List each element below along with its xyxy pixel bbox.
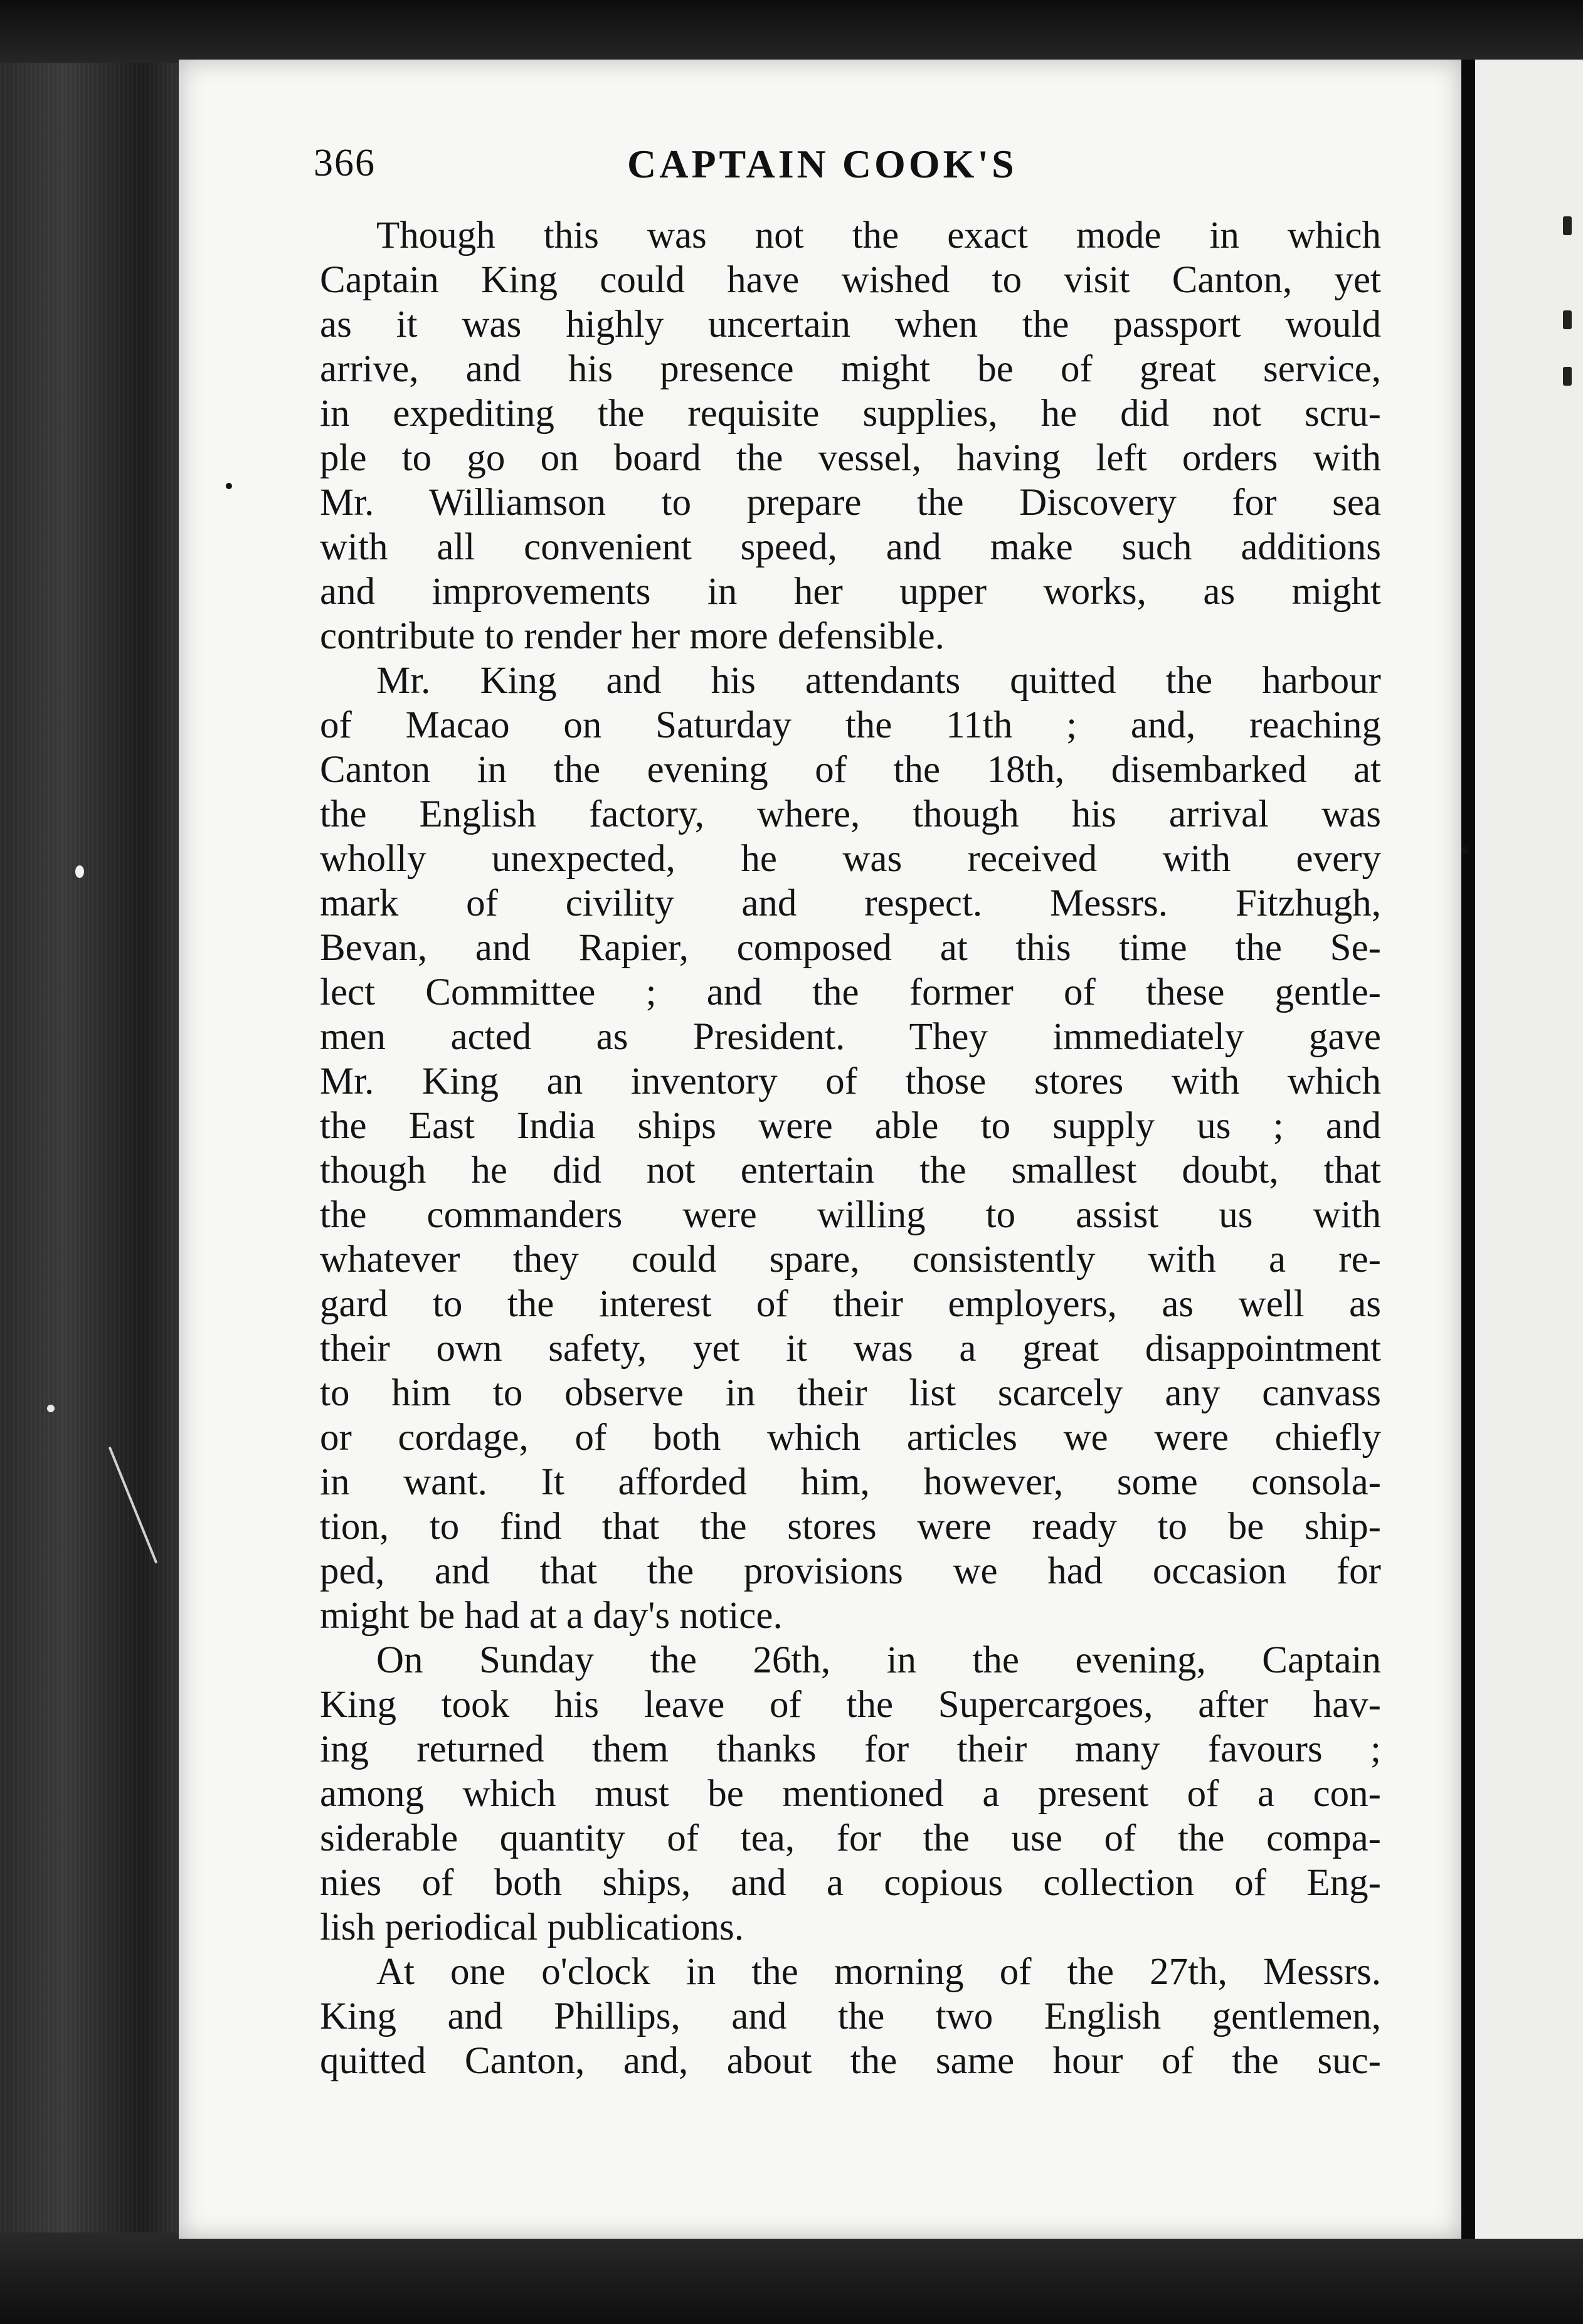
scan-speck	[1461, 847, 1469, 854]
text-line: Mr. King and his attendants quitted the harbour	[376, 660, 1381, 702]
text-line: nies of both ships, and a copious collection of Eng-	[320, 1862, 1381, 1904]
text-line: Mr. King an inventory of those stores with which	[320, 1060, 1381, 1102]
text-line: men acted as President. They immediately gave	[320, 1016, 1381, 1058]
text-line: King took his leave of the Supercargoes, after hav-	[320, 1684, 1381, 1726]
text-line: wholly unexpected, he was received with every	[320, 838, 1381, 880]
text-line: the commanders were willing to assist us with	[320, 1194, 1381, 1236]
text-line: ing returned them thanks for their many favours ;	[320, 1728, 1381, 1770]
text-line: Captain King could have wished to visit Canton, yet	[320, 259, 1381, 301]
text-line: whatever they could spare, consistently with a re-	[320, 1239, 1381, 1281]
text-line: the East India ships were able to supply us ; and	[320, 1105, 1381, 1147]
text-line: gard to the interest of their employers, as well as	[320, 1283, 1381, 1325]
page-number: 366	[314, 142, 376, 184]
running-title: CAPTAIN COOK'S	[627, 142, 1017, 186]
scan-speck	[75, 865, 84, 878]
facing-page-letter-fragment	[1563, 367, 1572, 386]
text-line: to him to observe in their list scarcely any canvass	[320, 1372, 1381, 1414]
scan-top-border	[0, 0, 1583, 63]
scan-speck	[226, 483, 232, 489]
text-line: their own safety, yet it was a great disappointment	[320, 1328, 1381, 1370]
body-text	[320, 213, 1381, 2083]
text-line: quitted Canton, and, about the same hour of the suc-	[320, 2040, 1381, 2082]
text-line: mark of civility and respect. Messrs. Fitzhugh,	[320, 882, 1381, 924]
book-binding	[0, 0, 188, 2324]
text-line: the English factory, where, though his arrival was	[320, 793, 1381, 835]
text-line: in expediting the requisite supplies, he did not scru-	[320, 393, 1381, 435]
scan-speck	[47, 1405, 55, 1412]
text-line: At one o'clock in the morning of the 27th, Messrs.	[376, 1951, 1381, 1993]
text-line: Mr. Williamson to prepare the Discovery for sea	[320, 482, 1381, 524]
text-line: with all convenient speed, and make such additions	[320, 526, 1381, 568]
text-line: tion, to find that the stores were ready to be ship-	[320, 1506, 1381, 1548]
facing-page-letter-fragment	[1563, 216, 1572, 235]
facing-page-letter-fragment	[1563, 310, 1572, 329]
page-gutter	[1461, 60, 1475, 2239]
text-line: siderable quantity of tea, for the use of the compa-	[320, 1817, 1381, 1859]
text-line: ped, and that the provisions we had occasion for	[320, 1550, 1381, 1592]
text-line: Bevan, and Rapier, composed at this time the Se-	[320, 927, 1381, 969]
text-line: Canton in the evening of the 18th, disembarked at	[320, 749, 1381, 791]
text-line: lect Committee ; and the former of these gentle-	[320, 971, 1381, 1013]
text-line: as it was highly uncertain when the passport would	[320, 304, 1381, 346]
scan-bottom-border	[0, 2232, 1583, 2324]
text-line: among which must be mentioned a present of a con-	[320, 1773, 1381, 1815]
text-line: arrive, and his presence might be of great service,	[320, 348, 1381, 390]
text-line: On Sunday the 26th, in the evening, Captain	[376, 1639, 1381, 1681]
text-line: or cordage, of both which articles we were chiefly	[320, 1417, 1381, 1459]
text-line: though he did not entertain the smallest doubt, that	[320, 1149, 1381, 1191]
text-line: King and Phillips, and the two English gentlemen,	[320, 1995, 1381, 2037]
text-line: Though this was not the exact mode in which	[376, 214, 1381, 256]
text-line: of Macao on Saturday the 11th ; and, reaching	[320, 704, 1381, 746]
running-head	[314, 129, 1380, 198]
text-line: and improvements in her upper works, as might	[320, 571, 1381, 613]
facing-page-edge	[1475, 60, 1583, 2239]
text-line: in want. It afforded him, however, some consola-	[320, 1461, 1381, 1503]
text-line: lish periodical publications.	[320, 1906, 744, 1948]
text-line: contribute to render her more defensible.	[320, 615, 945, 657]
text-line: might be had at a day's notice.	[320, 1595, 783, 1637]
text-line: ple to go on board the vessel, having left orders with	[320, 437, 1381, 479]
